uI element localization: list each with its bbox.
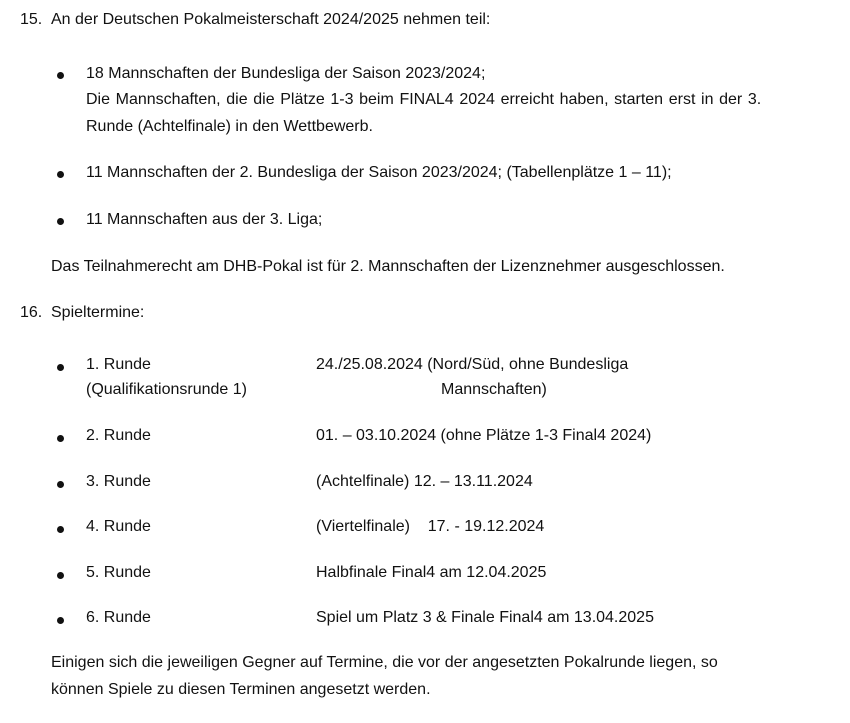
round-label: 6. Runde <box>86 609 151 626</box>
round-date-sub: Mannschaften) <box>441 381 547 398</box>
section-16-heading: Spieltermine: <box>51 304 145 321</box>
round-date: Halbfinale Final4 am 12.04.2025 <box>316 564 547 581</box>
bullet-icon <box>57 364 64 371</box>
list-item-3-liga: 11 Mannschaften aus der 3. Liga; <box>86 211 323 228</box>
section-16-note-cont: können Spiele zu diesen Terminen angesetzt werden. <box>51 681 431 698</box>
round-date: 24./25.08.2024 (Nord/Süd, ohne Bundesliga <box>316 356 629 373</box>
round-label: 2. Runde <box>86 427 151 444</box>
bullet-icon <box>57 218 64 225</box>
round-date: (Achtelfinale) 12. – 13.11.2024 <box>316 473 533 490</box>
section-16-note: Einigen sich die jeweiligen Gegner auf Termine, die vor der angesetzten Pokalrunde liegen, so <box>51 654 718 671</box>
section-16-number: 16. <box>20 304 43 321</box>
round-date: Spiel um Platz 3 & Finale Final4 am 13.04.2025 <box>316 609 654 626</box>
round-label: 3. Runde <box>86 473 151 490</box>
bullet-icon <box>57 171 64 178</box>
round-label: 1. Runde <box>86 356 151 373</box>
round-sublabel: (Qualifikationsrunde 1) <box>86 381 247 398</box>
section-15-heading: An der Deutschen Pokalmeisterschaft 2024/2025 nehmen teil: <box>51 11 491 28</box>
round-label: 4. Runde <box>86 518 151 535</box>
section-15-number: 15. <box>20 11 43 28</box>
list-item-2-bundesliga: 11 Mannschaften der 2. Bundesliga der Saison 2023/2024; (Tabellenplätze 1 – 11); <box>86 164 672 181</box>
bullet-icon <box>57 435 64 442</box>
bullet-icon <box>57 617 64 624</box>
bullet-icon <box>57 72 64 79</box>
bullet-icon <box>57 526 64 533</box>
list-item-bundesliga-note: Die Mannschaften, die die Plätze 1-3 beim FINAL4 2024 erreicht haben, starten erst in der 3. <box>86 91 762 108</box>
list-item-bundesliga-note-cont: Runde (Achtelfinale) in den Wettbewerb. <box>86 118 373 135</box>
list-item-bundesliga: 18 Mannschaften der Bundesliga der Saison 2023/2024; <box>86 65 486 82</box>
bullet-icon <box>57 572 64 579</box>
section-15-note: Das Teilnahmerecht am DHB-Pokal ist für 2. Mannschaften der Lizenznehmer ausgeschlossen. <box>51 258 725 275</box>
round-label: 5. Runde <box>86 564 151 581</box>
round-date: (Viertelfinale) 17. - 19.12.2024 <box>316 518 545 535</box>
round-date: 01. – 03.10.2024 (ohne Plätze 1-3 Final4 2024) <box>316 427 652 444</box>
bullet-icon <box>57 481 64 488</box>
